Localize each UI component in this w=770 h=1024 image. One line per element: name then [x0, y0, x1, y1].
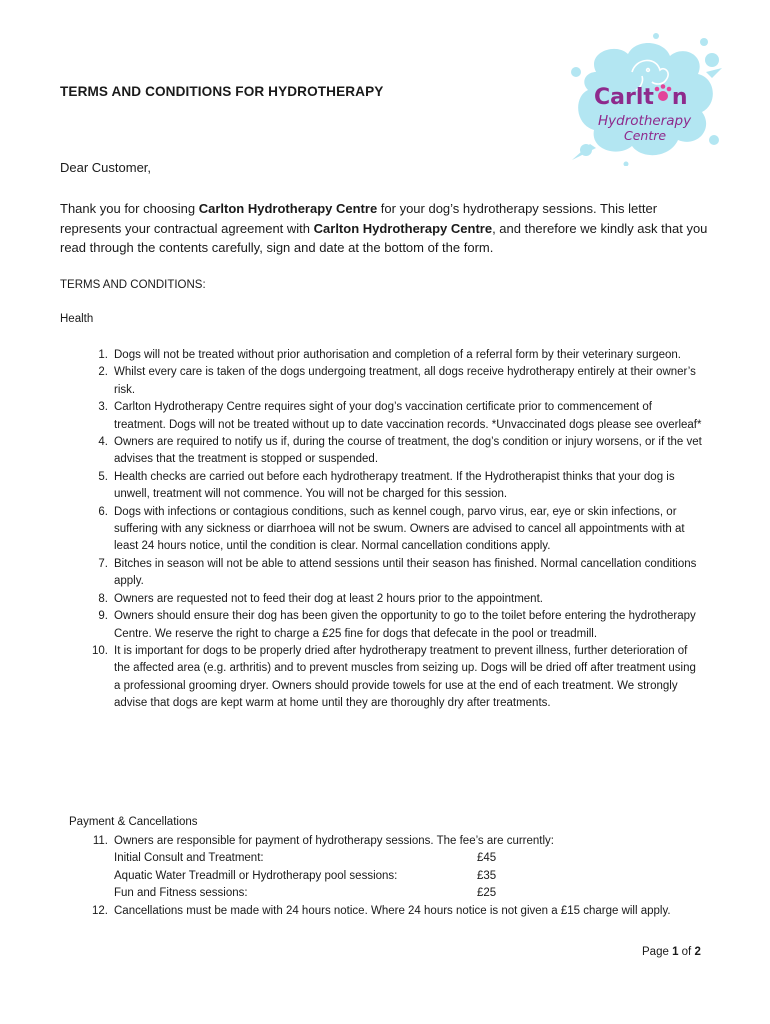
- item-text: Bitches in season will not be able to attend sessions until their season has finished. Normal cancellation conditions apply.: [114, 557, 697, 588]
- item-number: 11.: [92, 835, 108, 847]
- fee-price: £35: [477, 869, 497, 882]
- item-text: Whilst every care is taken of the dogs undergoing treatment, all dogs receive hydrotherapy entirely at their owner’s risk.: [114, 366, 696, 396]
- intro-text-3: , and therefore we kindly ask that you read through the contents carefully, sign and date at the bottom of the form.: [60, 220, 708, 255]
- fee-price: £45: [477, 852, 497, 865]
- item-number: 9.: [98, 610, 108, 623]
- terms-heading: TERMS AND CONDITIONS:: [60, 279, 206, 291]
- item-text: Owners are required to notify us if, during the course of treatment, the dog’s condition or injury worsens, or if the vet advises that the treatment is stopped or suspended.: [114, 436, 702, 466]
- list-item: [60, 903, 705, 920]
- item-number: 7.: [98, 557, 108, 570]
- item-text: Health checks are carried out before each hydrotherapy treatment. If the Hydrotherapist thinks that your dog is unwell, treatment will not commence. You will not be charged for this session.: [114, 470, 675, 501]
- item-number: 8.: [98, 592, 108, 605]
- document-title: TERMS AND CONDITIONS FOR HYDROTHERAPY: [60, 84, 384, 99]
- item-text: Owners are requested not to feed their dog at least 2 hours prior to the appointment.: [114, 592, 543, 605]
- intro-text-1: Thank you for choosing: [60, 201, 199, 216]
- payment-heading: Payment & Cancellations: [69, 816, 198, 828]
- current-page: 1: [672, 946, 679, 958]
- fee-row: [114, 868, 705, 885]
- item-text: Dogs will not be treated without prior authorisation and completion of a referral form by their veterinary surgeon.: [114, 349, 681, 361]
- list-item: [60, 347, 705, 364]
- list-item: [60, 591, 705, 608]
- item-text: Owners are responsible for payment of hydrotherapy sessions. The fee’s are currently:: [114, 835, 554, 847]
- list-item: [60, 469, 705, 504]
- carlton-logo: [566, 32, 724, 166]
- list-item: [60, 434, 705, 469]
- health-terms-list: [60, 347, 705, 713]
- payment-terms-list: [60, 833, 705, 920]
- fee-name: Aquatic Water Treadmill or Hydrotherapy pool sessions:: [114, 869, 398, 882]
- fee-row: [114, 850, 705, 867]
- item-text: It is important for dogs to be properly dried after hydrotherapy treatment to prevent illness, further deterioration of the affected area (e.g. arthritis) and to prevent muscles from seizing up. Dogs will be dried off after treatment using a professional grooming dryer. Owners should provide towels for use at the end of each treatment. We strongly advise that dogs are kept warm at home until they are thoroughly dry after treatments.: [114, 644, 696, 710]
- list-item: [60, 504, 705, 556]
- logo-line1: Carlt n: [594, 85, 688, 110]
- intro-text-2: for your dog’s hydrotherapy sessions. This letter represents your contractual agreement with: [60, 201, 658, 236]
- fee-price: £25: [477, 887, 497, 900]
- item-text: Owners should ensure their dog has been given the opportunity to go to the toilet before entering the hydrotherapy Centre. We reserve the right to charge a £25 fine for dogs that defecate in the pool or treadmill.: [114, 610, 696, 640]
- item-number: 12.: [92, 904, 108, 917]
- list-item: [60, 608, 705, 643]
- logo-line3: Centre: [624, 128, 667, 143]
- logo-line2: Hydrotherapy: [598, 113, 692, 129]
- item-number: 6.: [98, 505, 108, 518]
- list-item: [60, 833, 705, 903]
- item-number: 3.: [98, 401, 108, 414]
- item-text: Carlton Hydrotherapy Centre requires sight of your dog’s vaccination certificate prior to commencement of treatment. Dogs will not be treated without up to date vaccination records. *Unvaccinated dogs please see overleaf*: [114, 401, 702, 431]
- list-item: [60, 399, 705, 434]
- item-number: 1.: [98, 349, 108, 361]
- item-number: 2.: [98, 366, 108, 379]
- fee-name: Initial Consult and Treatment:: [114, 852, 264, 865]
- fee-name: Fun and Fitness sessions:: [114, 887, 248, 900]
- list-item: [60, 556, 705, 591]
- health-heading: Health: [60, 313, 94, 325]
- intro-company-1: Carlton Hydrotherapy Centre: [198, 201, 378, 216]
- item-text: Dogs with infections or contagious conditions, such as kennel cough, parvo virus, ear, eye or skin infections, or suffering with any sickness or diarrhoea will not be swum. Owners are advised to cancel all appointments with at least 24 hours notice, until the condition is clear. Normal cancellation conditions apply.: [114, 505, 685, 553]
- item-number: 4.: [98, 436, 108, 449]
- greeting: Dear Customer,: [60, 160, 152, 175]
- intro-company-2: Carlton Hydrotherapy Centre: [313, 220, 493, 236]
- item-text: Cancellations must be made with 24 hours notice. Where 24 hours notice is not given a £15 charge will apply.: [114, 904, 671, 917]
- fee-row: [114, 885, 705, 902]
- list-item: [60, 643, 705, 713]
- item-number: 10.: [92, 644, 108, 657]
- total-pages: 2: [694, 946, 701, 958]
- page-number: Page 1 of 2: [642, 946, 701, 958]
- list-item: [60, 364, 705, 399]
- item-number: 5.: [98, 470, 108, 483]
- intro-paragraph: [60, 199, 710, 258]
